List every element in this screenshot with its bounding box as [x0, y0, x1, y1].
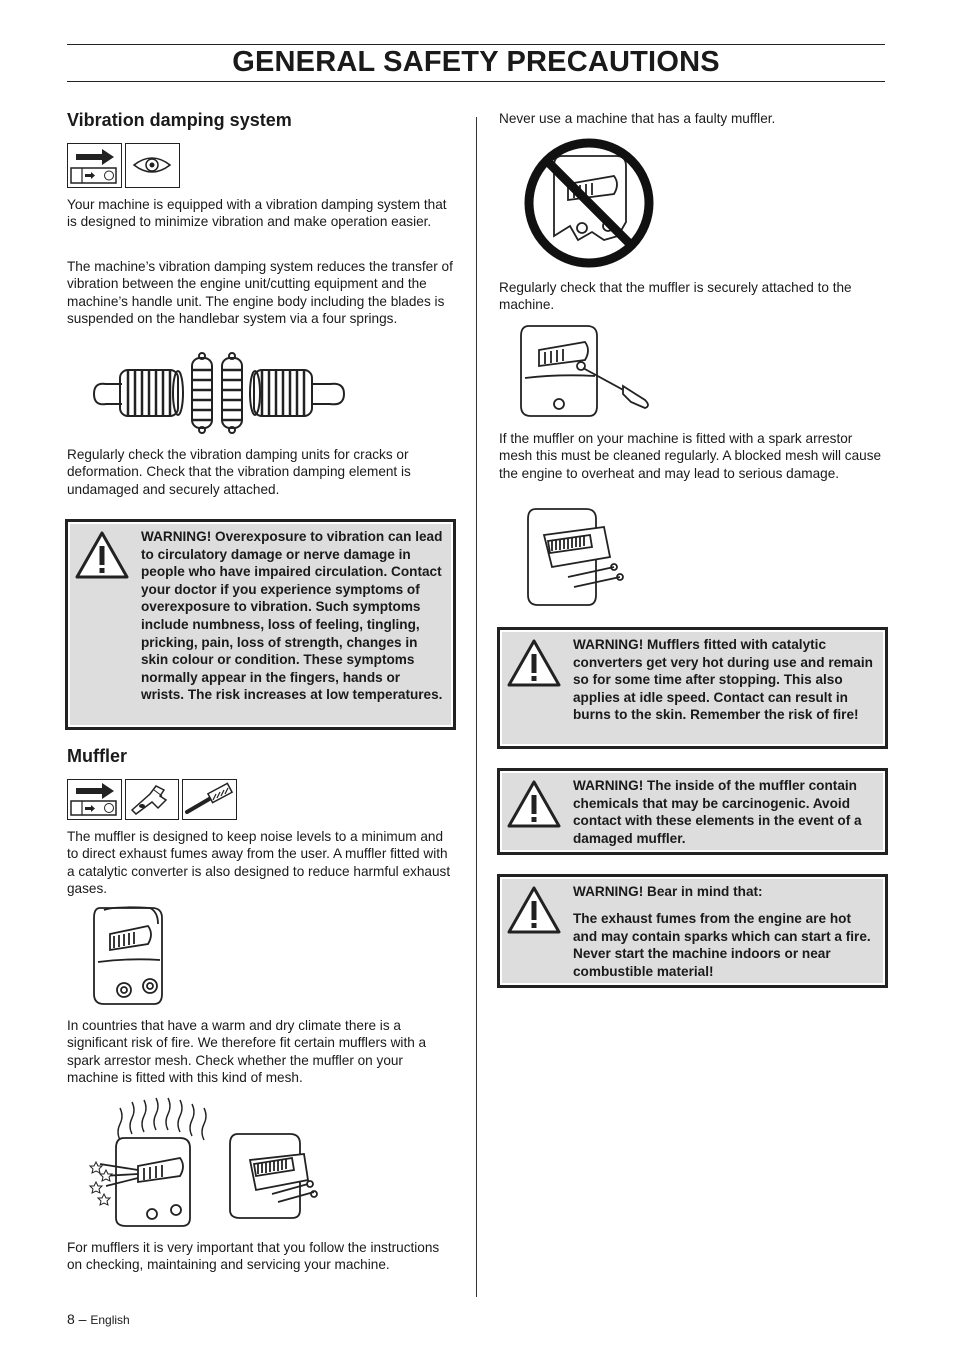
exhaust-warning-body: The exhaust fumes from the engine are hot and may contain sparks which can start a fire. Never start the machine indoors or near combustible material!	[573, 911, 871, 979]
wrench-icon	[125, 779, 179, 820]
page-number: 8 –	[67, 1311, 87, 1327]
warning-triangle-icon	[74, 530, 130, 580]
catalytic-warning-box	[497, 627, 888, 749]
warning-triangle-icon	[506, 885, 562, 935]
catalytic-warning-text: WARNING! Mufflers fitted with catalytic converters get very hot during use and remain so for some time after stopping. This also applies at idle speed. Contact can result in burns to the skin. Remember the risk of fire!	[573, 637, 873, 723]
carcinogenic-warning-box	[497, 768, 888, 855]
muffler-paragraph-3: For mufflers it is very important that you follow the instructions on checking, maintaining and servicing your machine.	[67, 1240, 440, 1273]
arrow-book-icon	[67, 143, 122, 188]
warning-triangle-icon	[506, 779, 562, 829]
muffler-spark-arrestor-illustration	[524, 505, 624, 609]
vibration-paragraph-3: Regularly check the vibration damping units for cracks or deformation. Check that the vibration damping element is undamaged and securely attached.	[67, 447, 411, 497]
prohibited-muffler-icon	[522, 136, 656, 270]
exhaust-warning-title: WARNING! Bear in mind that:	[573, 884, 763, 899]
section-heading-muffler: Muffler	[67, 746, 127, 766]
exhaust-warning-box	[497, 874, 888, 988]
arrow-book-icon	[67, 779, 122, 820]
right-paragraph-2: Regularly check that the muffler is securely attached to the machine.	[499, 280, 852, 313]
muffler-illustration	[90, 904, 166, 1006]
vibration-warning-text: WARNING! Overexposure to vibration can lead to circulatory damage or nerve damage in people who have impaired circulation. Contact your doctor if you experience symptoms of overexposure to vibration. Such symptoms include numbness, loss of feeling, tingling, pricking, pain, loss of strength, changes in skin colour or condition. These symptoms normally appear in the fingers, hands or wrists. The risk increases at low temperatures.	[141, 529, 443, 703]
vibration-springs-illustration	[92, 352, 347, 436]
footer-language: English	[90, 1313, 130, 1327]
section-heading-vibration: Vibration damping system	[67, 110, 292, 130]
header-bottom-rule	[67, 81, 885, 82]
right-paragraph-1: Never use a machine that has a faulty muffler.	[499, 111, 776, 126]
muffler-screwdriver-illustration	[519, 320, 655, 418]
muffler-heat-sparks-illustration	[88, 1094, 328, 1230]
vibration-paragraph-2: The machine’s vibration damping system reduces the transfer of vibration between the engine unit/cutting equipment and the machine’s handle unit. The engine body including the blades is suspended on the handlebar system via a four springs.	[67, 259, 453, 327]
warning-triangle-icon	[506, 638, 562, 688]
vibration-warning-box	[65, 519, 456, 730]
muffler-paragraph-2: In countries that have a warm and dry climate there is a significant risk of fire. We therefore fit certain mufflers with a spark arrestor mesh. Check whether the muffler on your machine is fitted with this kind of mesh.	[67, 1018, 427, 1086]
right-paragraph-3: If the muffler on your machine is fitted with a spark arrestor mesh this must be cleaned regularly. A blocked mesh will cause the engine to overheat and may lead to serious damage.	[499, 431, 882, 481]
carcinogenic-warning-text: WARNING! The inside of the muffler contain chemicals that may be carcinogenic. Avoid contact with these elements in the event of a damaged muffler.	[573, 778, 862, 846]
page-title: GENERAL SAFETY PRECAUTIONS	[232, 46, 720, 78]
eye-icon	[125, 143, 180, 188]
muffler-paragraph-1: The muffler is designed to keep noise levels to a minimum and to direct exhaust fumes away from the user. A muffler fitted with a catalytic converter is also designed to reduce harmful exhaust gases.	[67, 829, 451, 897]
page-footer	[67, 1311, 130, 1327]
column-divider	[476, 117, 477, 1297]
vibration-paragraph-1: Your machine is equipped with a vibration damping system that is designed to minimize vibration and make operation easier.	[67, 197, 447, 230]
wire-brush-icon	[182, 779, 237, 820]
